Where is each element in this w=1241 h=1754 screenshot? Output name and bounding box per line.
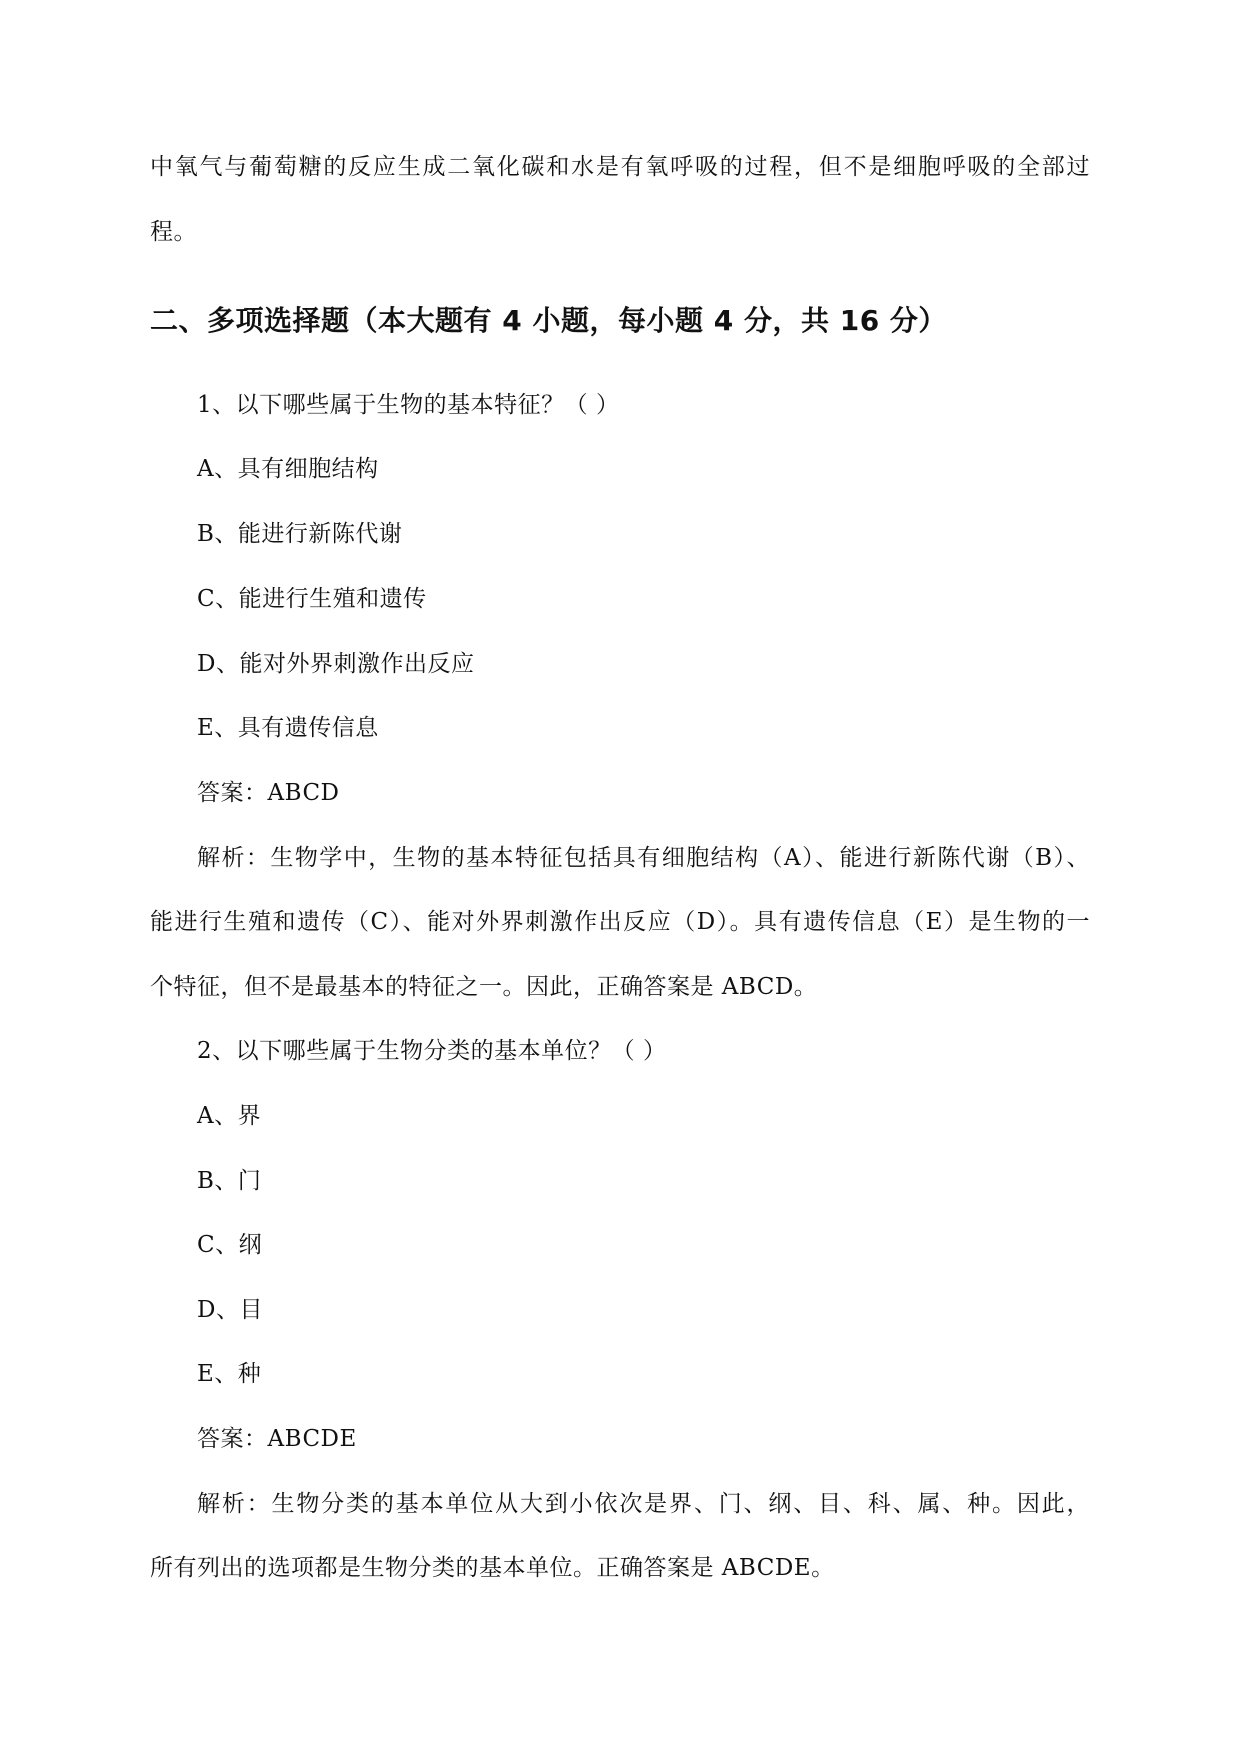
question-1-answer: 答案：ABCD xyxy=(197,780,340,806)
question-2-option-a: A、界 xyxy=(197,1103,262,1129)
question-1-analysis-line-2: 能进行生殖和遗传（C）、能对外界刺激作出反应（D）。具有遗传信息（E）是生物的一 xyxy=(150,909,1090,935)
question-1-option-c: C、能进行生殖和遗传 xyxy=(197,586,427,612)
question-1-analysis-line-1: 解析：生物学中，生物的基本特征包括具有细胞结构（A）、能进行新陈代谢（B）、 xyxy=(197,845,1090,871)
question-2-analysis-line-2: 所有列出的选项都是生物分类的基本单位。正确答案是 ABCDE。 xyxy=(150,1555,835,1581)
question-2-answer: 答案：ABCDE xyxy=(197,1426,357,1452)
question-1-stem: 1、以下哪些属于生物的基本特征？（ ） xyxy=(197,392,620,418)
question-1-option-e: E、具有遗传信息 xyxy=(197,715,379,741)
question-2-stem: 2、以下哪些属于生物分类的基本单位？（ ） xyxy=(197,1038,667,1064)
intro-line-2: 程。 xyxy=(150,219,197,245)
question-2-option-b: B、门 xyxy=(197,1168,262,1194)
question-2-option-c: C、纲 xyxy=(197,1232,263,1258)
question-1-option-b: B、能进行新陈代谢 xyxy=(197,521,403,547)
question-1-analysis-line-3: 个特征，但不是最基本的特征之一。因此，正确答案是 ABCD。 xyxy=(150,974,818,1000)
question-2-option-d: D、目 xyxy=(197,1297,263,1323)
intro-line-1: 中氧气与葡萄糖的反应生成二氧化碳和水是有氧呼吸的过程，但不是细胞呼吸的全部过 xyxy=(150,154,1090,180)
question-1-option-a: A、具有细胞结构 xyxy=(197,456,379,482)
question-2-analysis-line-1: 解析：生物分类的基本单位从大到小依次是界、门、纲、目、科、属、种。因此， xyxy=(197,1491,1090,1517)
question-1-option-d: D、能对外界刺激作出反应 xyxy=(197,651,475,677)
section-heading: 二、多项选择题（本大题有 4 小题，每小题 4 分，共 16 分） xyxy=(150,304,947,337)
question-2-option-e: E、种 xyxy=(197,1361,262,1387)
